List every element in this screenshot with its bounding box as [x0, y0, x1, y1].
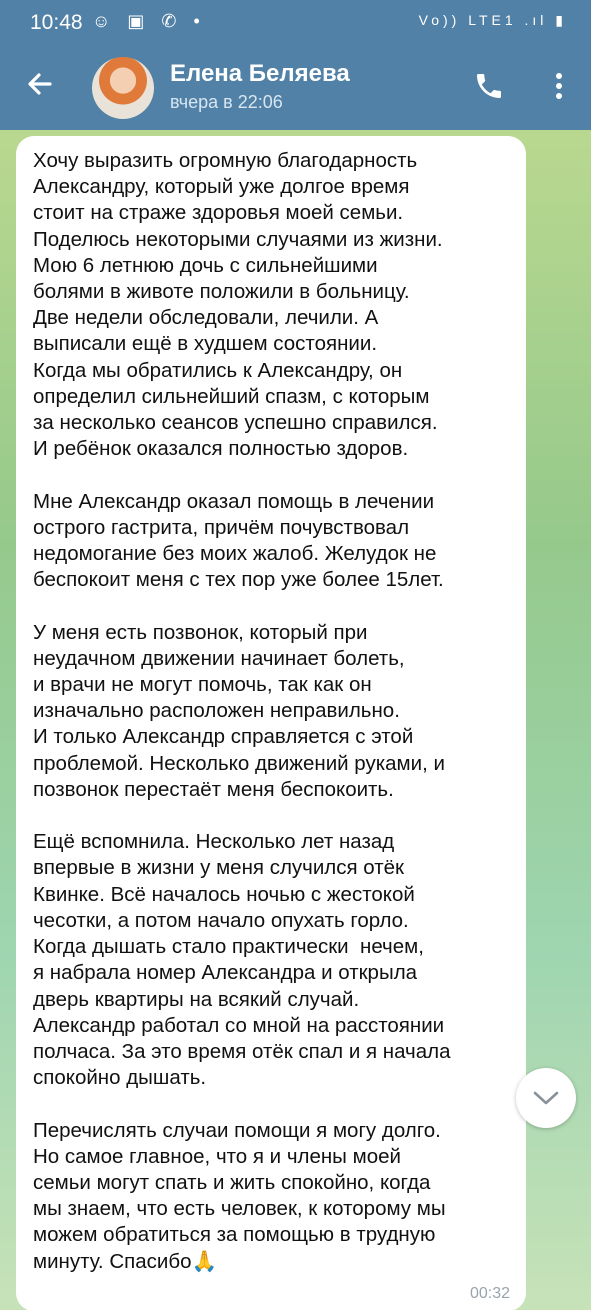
status-time: 10:48: [30, 11, 83, 34]
chat-header: [0, 48, 591, 130]
contact-name[interactable]: Елена Беляева: [170, 60, 350, 87]
chevron-down-icon: [532, 1088, 560, 1108]
status-bar: [0, 0, 591, 48]
back-arrow-icon[interactable]: [24, 68, 56, 100]
last-seen-status: вчера в 22:06: [170, 92, 283, 112]
signal-battery-icons: Vo)) LTE1 .ıl ▮: [418, 12, 567, 28]
notification-icons: ☺ ▣ ✆ •: [92, 11, 206, 31]
message-time: 00:32: [469, 1285, 510, 1302]
message-bubble[interactable]: [16, 136, 526, 1310]
avatar[interactable]: [92, 57, 154, 119]
chat-background[interactable]: [0, 130, 591, 1310]
more-vert-icon[interactable]: [553, 70, 565, 102]
scroll-down-button[interactable]: [516, 1068, 576, 1128]
message-text: Хочу выразить огромную благодарность Александру, который уже долгое время стоит на страже здоровья моей семьи. Поделюсь некоторыми случаями из жизни. Мою 6 летнюю дочь с сильнейшими болями в животе положили в больницу. Две недели обследовали, лечили. А выписали ещё в худшем состоянии. Когда мы обратились к Александру, он определил сильнейший спазм, с которым за несколько сеансов успешно справился. И ребёнок оказался полностью здоров. Мне Александр оказал помощь в лечении острого гастрита, причём почувствовал недомогание без моих жалоб. Желудок не беспокоит меня с тех пор уже более 15лет. У меня есть позвонок, который при неудачном движении начинает болеть, и врачи не могут помочь, так как он изначально расположен неправильно. И только Александр справляется с этой проблемой. Несколько движений руками, и позвонок перестаёт меня беспокоить. Ещё вспомнила. Несколько лет назад впервые в жизни у меня случился отёк Квинке. Всё началось ночью с жестокой чесотки, а потом начало опухать горло. Когда дышать стало практически нечем, я набрала номер Александра и открыла дверь квартиры на всякий случай. Александр работал со мной на расстоянии полчаса. За это время отёк спал и я начала спокойно дышать. Перечислять случаи помощи я могу долго. Но самое главное, что я и члены моей семьи могут спать и жить спокойно, когда мы знаем, что есть человек, к которому мы можем обратиться за помощью в трудную минуту. Спасибо🙏: [33, 149, 451, 1273]
phone-icon[interactable]: [473, 70, 505, 102]
